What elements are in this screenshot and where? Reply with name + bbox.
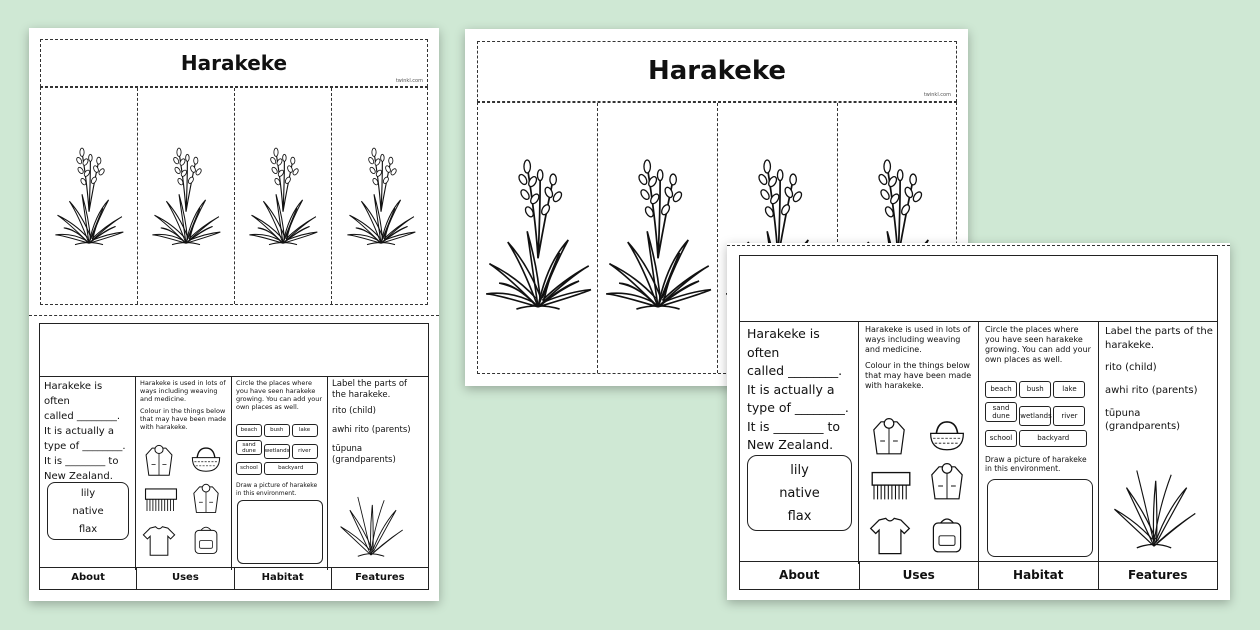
about-line: New Zealand.: [747, 437, 834, 452]
habitat-draw-instruction: Draw a picture of harakeke in this environment.: [236, 482, 318, 497]
feature-label: tūpuna (grandparents): [332, 444, 396, 465]
page-title: Harakeke: [647, 56, 787, 86]
tshirt-icon: [869, 515, 911, 557]
feature-label: rito (child): [332, 406, 376, 416]
about-line: It is ________ to: [747, 418, 841, 434]
backpack-icon: [927, 513, 967, 557]
raincoat-icon: [190, 482, 222, 516]
uses-intro: Harakeke is used in lots of ways including weaving and medicine.: [865, 325, 971, 354]
fold-line: [29, 315, 439, 316]
about-line: Harakeke is often: [44, 381, 103, 407]
booklet-footer: [740, 561, 1217, 589]
word-bank: [747, 455, 852, 531]
booklet-columns: [40, 376, 428, 570]
about-line: It is actually a: [44, 426, 115, 437]
fold-line: [727, 245, 1230, 246]
place-chip[interactable]: backyard: [264, 462, 318, 475]
place-chip[interactable]: river: [292, 444, 318, 459]
habitat-places: [236, 424, 324, 475]
features-column: [1099, 321, 1219, 564]
uses-column: [136, 376, 232, 570]
tshirt-icon: [142, 524, 176, 558]
bookmark-panel: [332, 88, 429, 304]
broom-icon: [142, 486, 180, 514]
about-line: type of ________.: [747, 400, 849, 415]
title-banner: [40, 39, 428, 87]
features-instruction: Label the parts of the harakeke.: [332, 379, 408, 400]
harakeke-plant-icon: [604, 153, 712, 315]
habitat-column: [979, 321, 1099, 564]
place-chip[interactable]: lake: [292, 424, 318, 437]
word-bank-item: lily: [80, 488, 96, 499]
habitat-column: [232, 376, 328, 570]
word-bank-item: native: [72, 506, 104, 517]
bookmark-strip: [40, 87, 428, 305]
about-line: called ________.: [44, 411, 121, 422]
feature-label: awhi rito (parents): [1105, 385, 1198, 396]
habitat-instruction: Circle the places where you have seen harakeke growing. You can add your own places as well.: [985, 325, 1091, 364]
word-bank: [47, 482, 129, 540]
place-chip[interactable]: sand dune: [985, 402, 1017, 422]
place-chip[interactable]: river: [1053, 406, 1085, 426]
bookmark-panel: [41, 88, 138, 304]
raincoat-icon: [142, 444, 176, 478]
habitat-draw-instruction: Draw a picture of harakeke in this environment.: [985, 455, 1087, 473]
about-line: Harakeke is often: [747, 326, 820, 360]
word-bank-item: native: [779, 486, 820, 501]
place-chip[interactable]: sand dune: [236, 440, 262, 455]
place-chip[interactable]: bush: [264, 424, 290, 437]
uses-instruction: Colour in the things below that may have been made with harakeke.: [865, 361, 972, 390]
uses-column: [859, 321, 979, 564]
about-line: It is ________ to: [44, 456, 119, 467]
booklet-blank-header: [40, 324, 428, 377]
harakeke-plant-icon: [346, 141, 416, 251]
booklet-columns: [740, 321, 1217, 564]
raincoat-icon: [927, 461, 967, 503]
about-text: [40, 376, 135, 487]
features-column: [328, 376, 427, 570]
word-bank-item: flax: [78, 524, 98, 535]
kete-basket-icon: [188, 444, 224, 474]
booklet-footer: [40, 567, 428, 589]
uses-instruction: Colour in the things below that may have been made with harakeke.: [140, 407, 227, 431]
place-chip[interactable]: wetlands: [1019, 406, 1051, 426]
harakeke-plant-icon: [248, 141, 318, 251]
place-chip[interactable]: lake: [1053, 381, 1085, 398]
place-chip[interactable]: wetlands: [264, 444, 290, 459]
place-chip[interactable]: beach: [236, 424, 262, 437]
place-chip[interactable]: school: [236, 462, 262, 475]
about-line: called ________.: [747, 363, 843, 378]
broom-icon: [867, 469, 915, 503]
feature-label: rito (child): [1105, 362, 1157, 373]
habitat-drawing-area[interactable]: [237, 500, 323, 564]
place-chip[interactable]: bush: [1019, 381, 1051, 398]
tab-uses: Uses: [860, 562, 980, 589]
flax-flower-icon: [1111, 457, 1197, 557]
about-line: It is actually a: [747, 381, 835, 397]
harakeke-plant-icon: [484, 153, 592, 315]
tab-about: About: [740, 562, 860, 589]
about-line: type of ________.: [44, 441, 126, 452]
tab-uses: Uses: [137, 568, 234, 589]
info-booklet: [739, 255, 1218, 590]
bookmark-panel: [598, 103, 718, 373]
tab-habitat: Habitat: [235, 568, 332, 589]
flax-flower-icon: [338, 486, 404, 564]
feature-label: awhi rito (parents): [332, 425, 411, 435]
tab-habitat: Habitat: [979, 562, 1099, 589]
raincoat-icon: [869, 417, 909, 457]
about-text: [740, 321, 858, 459]
bookmark-panel: [478, 103, 598, 373]
habitat-drawing-area[interactable]: [987, 479, 1093, 557]
feature-label: tūpuna (grandparents): [1105, 408, 1181, 432]
about-column: [740, 321, 859, 564]
tab-features: Features: [355, 572, 405, 583]
booklet-blank-header: [740, 256, 1217, 322]
tab-about: About: [40, 568, 137, 589]
habitat-places: [985, 381, 1095, 447]
harakeke-plant-icon: [54, 141, 124, 251]
backpack-icon: [190, 522, 222, 558]
word-bank-item: flax: [787, 509, 812, 524]
place-chip[interactable]: beach: [985, 381, 1017, 398]
habitat-instruction: Circle the places where you have seen harakeke growing. You can add your own places as well.: [236, 379, 323, 411]
place-chip[interactable]: backyard: [1019, 430, 1087, 447]
about-line: New Zealand.: [44, 471, 113, 482]
features-instruction: Label the parts of the harakeke.: [1105, 326, 1213, 351]
brand-mark: twinkl.com: [395, 78, 423, 84]
worksheet-booklet: [727, 243, 1230, 600]
bookmark-panel: [138, 88, 235, 304]
place-chip[interactable]: school: [985, 430, 1017, 447]
brand-mark: twinkl.com: [923, 92, 951, 98]
uses-intro: Harakeke is used in lots of ways including weaving and medicine.: [140, 379, 226, 403]
worksheet-left: [29, 28, 439, 601]
info-booklet: [39, 323, 429, 590]
page-title: Harakeke: [180, 51, 288, 75]
word-bank-item: lily: [790, 463, 809, 478]
bookmark-panel: [235, 88, 332, 304]
title-banner: [477, 41, 957, 102]
harakeke-plant-icon: [151, 141, 221, 251]
tab-features: Features: [1128, 568, 1188, 582]
about-column: [40, 376, 136, 570]
kete-basket-icon: [925, 417, 969, 453]
